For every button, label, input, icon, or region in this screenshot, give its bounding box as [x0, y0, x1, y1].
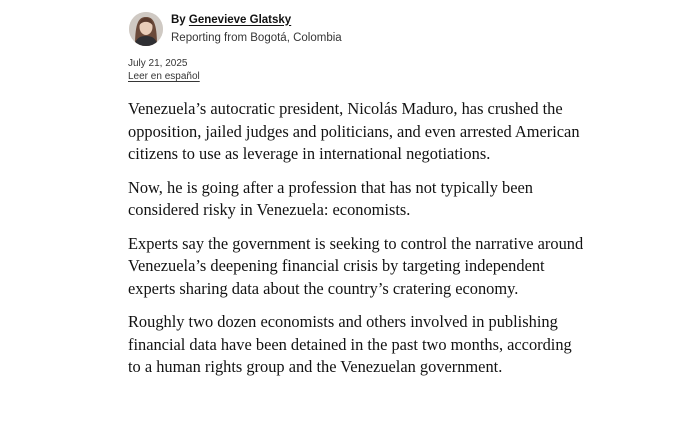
byline-prefix: By: [171, 13, 189, 26]
byline-text: [171, 13, 342, 46]
article-body: [128, 98, 588, 390]
article-paragraph: Venezuela’s autocratic president, Nicolás Maduro, has crushed the opposition, jailed judges and politicians, and even arrested American citizens to use as leverage in international negotiations.: [128, 99, 580, 163]
article-paragraph: Roughly two dozen economists and others involved in publishing financial data have been detained in the past two months, according to a human rights group and the Venezuelan government.: [128, 312, 572, 376]
reporting-location: Reporting from Bogotá, Colombia: [171, 31, 342, 44]
author-name-link[interactable]: Genevieve Glatsky: [188, 13, 292, 26]
article-paragraph: Now, he is going after a profession that has not typically been considered risky in Venezuela: economists.: [128, 177, 533, 219]
publish-date: July 21, 2025: [128, 58, 188, 69]
author-line: [171, 13, 342, 27]
byline: [129, 12, 342, 46]
article-meta: [128, 57, 200, 83]
article-paragraph: Experts say the government is seeking to control the narrative around Venezuela’s deepening financial crisis by targeting independent experts sharing data about the country’s cratering economy.: [128, 233, 584, 298]
author-avatar[interactable]: [129, 12, 163, 46]
spanish-translation-link[interactable]: Leer en español: [128, 71, 200, 82]
author-photo-icon: [129, 12, 163, 46]
